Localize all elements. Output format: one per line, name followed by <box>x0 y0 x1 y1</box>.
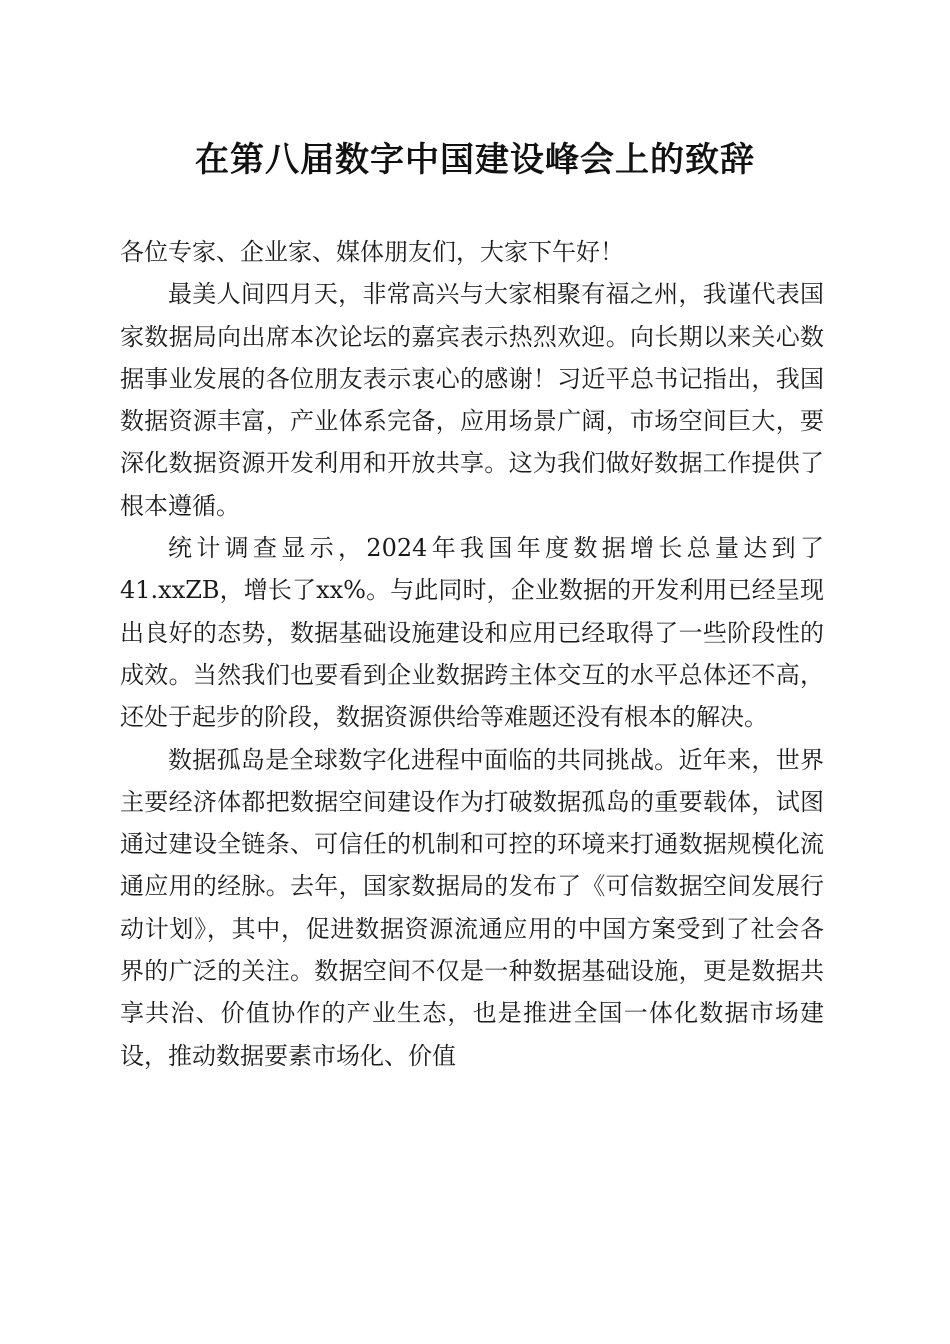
paragraph-greeting: 各位专家、企业家、媒体朋友们，大家下午好！ <box>120 238 624 266</box>
document-title: 在第八届数字中国建设峰会上的致辞 <box>195 140 755 180</box>
paragraph-statistics: 统计调查显示，2024年我国年度数据增长总量达到了41.xxZB，增长了xx%。与此同时，企业数据的开发利用已经呈现出良好的态势，数据基础设施建设和应用已经取得了一些阶段性的成效。当然我们也要看到企业数据跨主体交互的水平总体还不高，还处于起步的阶段，数据资源供给等难题还没有根本的解决。 <box>120 534 824 732</box>
paragraph-data-islands: 数据孤岛是全球数字化进程中面临的共同挑战。近年来，世界主要经济体都把数据空间建设作为打破数据孤岛的重要载体，试图通过建设全链条、可信任的机制和可控的环境来打通数据规模化流通应用的经脉。去年，国家数据局的发布了《可信数据空间发展行动计划》，其中，促进数据资源流通应用的中国方案受到了社会各界的广泛的关注。数据空间不仅是一种数据基础设施，更是数据共享共治、价值协作的产业生态，也是推进全国一体化数据市场建设，推动数据要素市场化、价值 <box>120 745 824 1070</box>
document-body <box>120 231 824 1077</box>
paragraph-welcome: 最美人间四月天，非常高兴与大家相聚有福之州，我谨代表国家数据局向出席本次论坛的嘉宾表示热烈欢迎。向长期以来关心数据事业发展的各位朋友表示衷心的感谢！习近平总书记指出，我国数据资源丰富，产业体系完备，应用场景广阔，市场空间巨大，要深化数据资源开发利用和开放共享。这为我们做好数据工作提供了根本遵循。 <box>120 280 824 520</box>
